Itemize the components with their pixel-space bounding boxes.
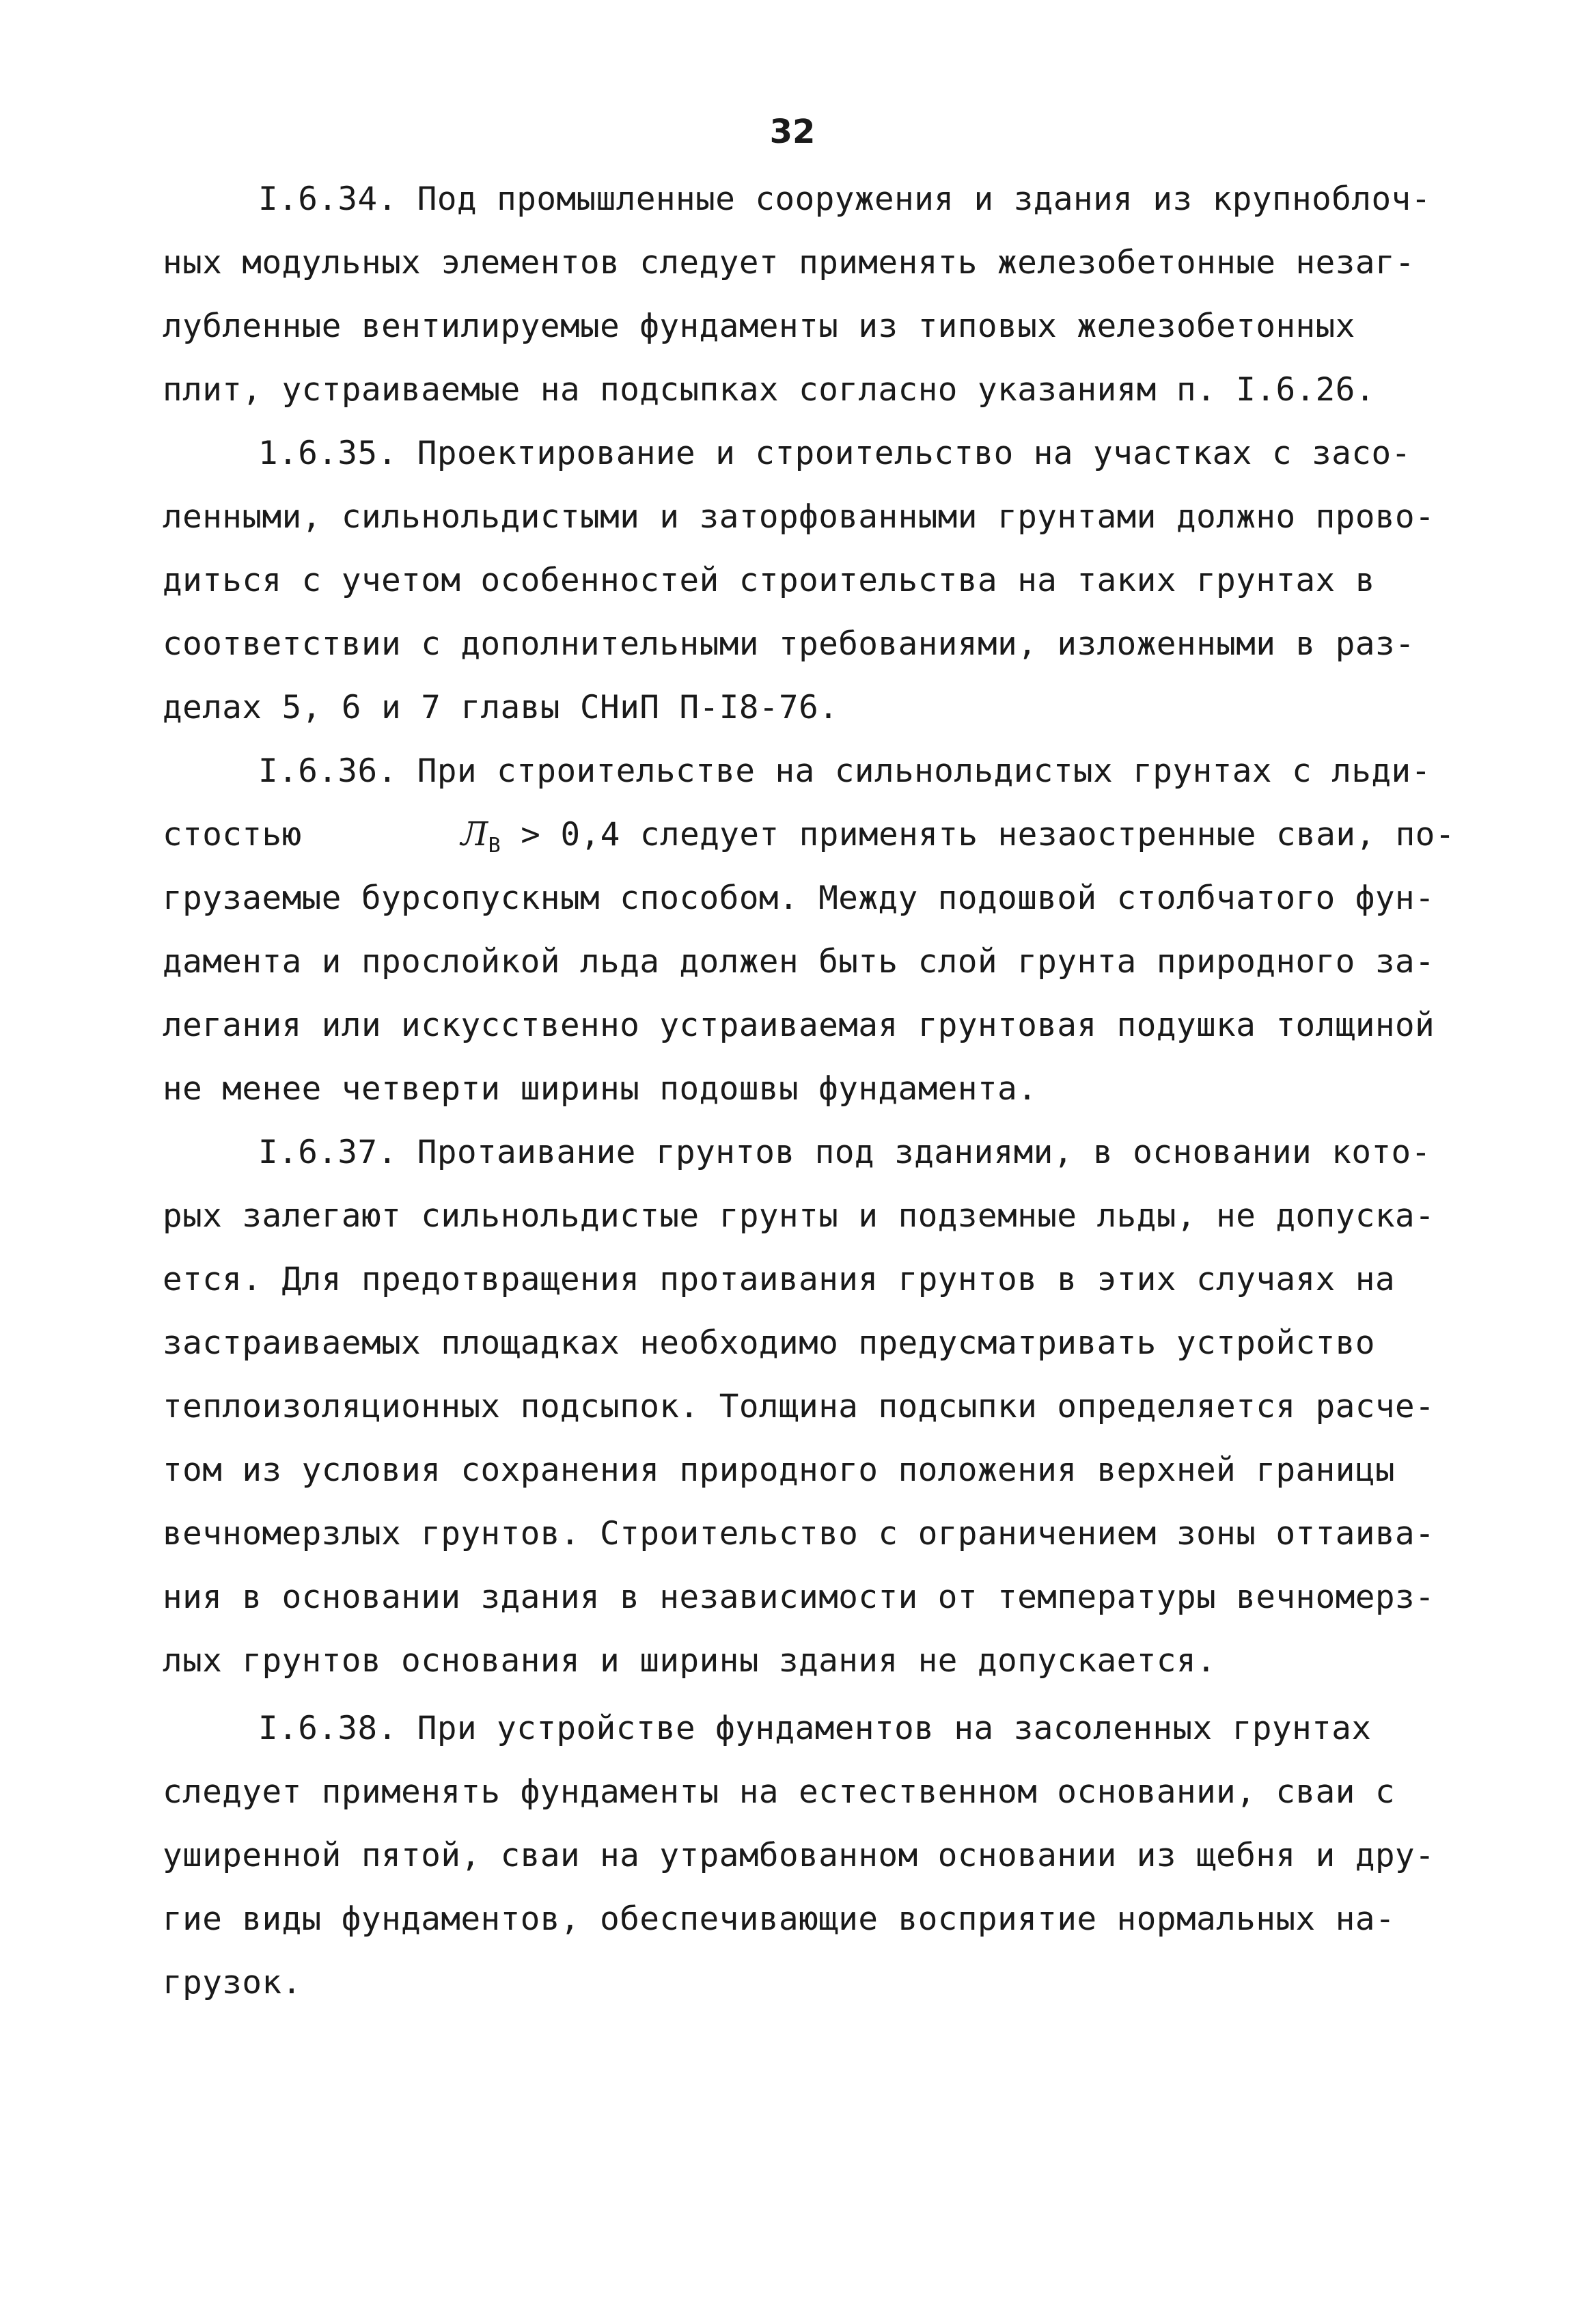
formula-suffix: следует применять незаостренные сваи, по-: [639, 816, 1455, 853]
paragraph-1-6-37-line-7: вечномерзлых грунтов. Строительство с ограничением зоны оттаива-: [163, 1515, 1435, 1553]
paragraph-1-6-37-line-4: застраиваемых площадках необходимо предусматривать устройство: [163, 1324, 1375, 1362]
paragraph-1-6-37-line-3: ется. Для предотвращения протаивания грунтов в этих случаях на: [163, 1261, 1396, 1298]
paragraph-1-6-38-line-5: грузок.: [163, 1964, 302, 2001]
paragraph-1-6-37-line-5: теплоизоляционных подсыпок. Толщина подсыпки определяется расче-: [163, 1388, 1435, 1425]
paragraph-1-6-37-line-9: лых грунтов основания и ширины здания не допускается.: [163, 1642, 1217, 1680]
formula-symbol: Л: [460, 816, 488, 853]
paragraph-1-6-35-line-2: ленными, сильнольдистыми и заторфованными грунтами должно прово-: [163, 498, 1435, 536]
paragraph-1-6-38-line-2: следует применять фундаменты на естественном основании, сваи с: [163, 1773, 1396, 1811]
paragraph-1-6-36-line-1: I.6.36. При строительстве на сильнольдистых грунтах с льди-: [258, 752, 1431, 790]
page-number: 32: [769, 113, 816, 151]
formula-value: 0,4: [560, 816, 620, 853]
paragraph-1-6-34-line-4: плит, устраиваемые на подсыпках согласно указаниям п. I.6.26.: [163, 371, 1375, 409]
paragraph-1-6-36-line-3: грузаемые бурсопускным способом. Между подошвой столбчатого фун-: [163, 879, 1435, 917]
paragraph-1-6-37-line-6: том из условия сохранения природного положения верхней границы: [163, 1451, 1396, 1489]
paragraph-1-6-35-line-4: соответствии с дополнительными требованиями, изложенными в раз-: [163, 625, 1415, 663]
paragraph-1-6-37-line-2: рых залегают сильнольдистые грунты и подземные льды, не допуска-: [163, 1197, 1435, 1235]
formula-subscript: В: [488, 834, 501, 858]
paragraph-1-6-34-line-1: I.6.34. Под промышленные сооружения и здания из крупноблоч-: [258, 180, 1431, 218]
paragraph-1-6-36-line-4: дамента и прослойкой льда должен быть слой грунта природного за-: [163, 943, 1435, 981]
paragraph-1-6-38-line-3: уширенной пятой, сваи на утрамбованном основании из щебня и дру-: [163, 1837, 1435, 1874]
paragraph-1-6-36-line-6: не менее четверти ширины подошвы фундамента.: [163, 1070, 1038, 1108]
paragraph-1-6-37-line-1: I.6.37. Протаивание грунтов под зданиями, в основании кото-: [258, 1134, 1431, 1171]
paragraph-1-6-34-line-3: лубленные вентилируемые фундаменты из типовых железобетонных: [163, 307, 1355, 345]
paragraph-1-6-36-formula-line: [163, 815, 1455, 866]
paragraph-1-6-35-line-5: делах 5, 6 и 7 главы СНиП П-I8-76.: [163, 689, 839, 726]
paragraph-1-6-38-line-4: гие виды фундаментов, обеспечивающие восприятие нормальных на-: [163, 1900, 1396, 1938]
paragraph-1-6-35-line-3: диться с учетом особенностей строительства на таких грунтах в: [163, 562, 1375, 599]
formula-relation: >: [521, 816, 541, 853]
paragraph-1-6-34-line-2: ных модульных элементов следует применять железобетонные незаг-: [163, 244, 1415, 282]
paragraph-1-6-37-line-8: ния в основании здания в независимости от температуры вечномерз-: [163, 1578, 1435, 1616]
formula-prefix: стостью: [163, 816, 302, 853]
paragraph-1-6-35-line-1: 1.6.35. Проектирование и строительство на участках с засо-: [258, 435, 1411, 472]
paragraph-1-6-38-line-1: I.6.38. При устройстве фундаментов на засоленных грунтах: [258, 1710, 1372, 1747]
paragraph-1-6-36-line-5: легания или искусственно устраиваемая грунтовая подушка толщиной: [163, 1007, 1435, 1044]
